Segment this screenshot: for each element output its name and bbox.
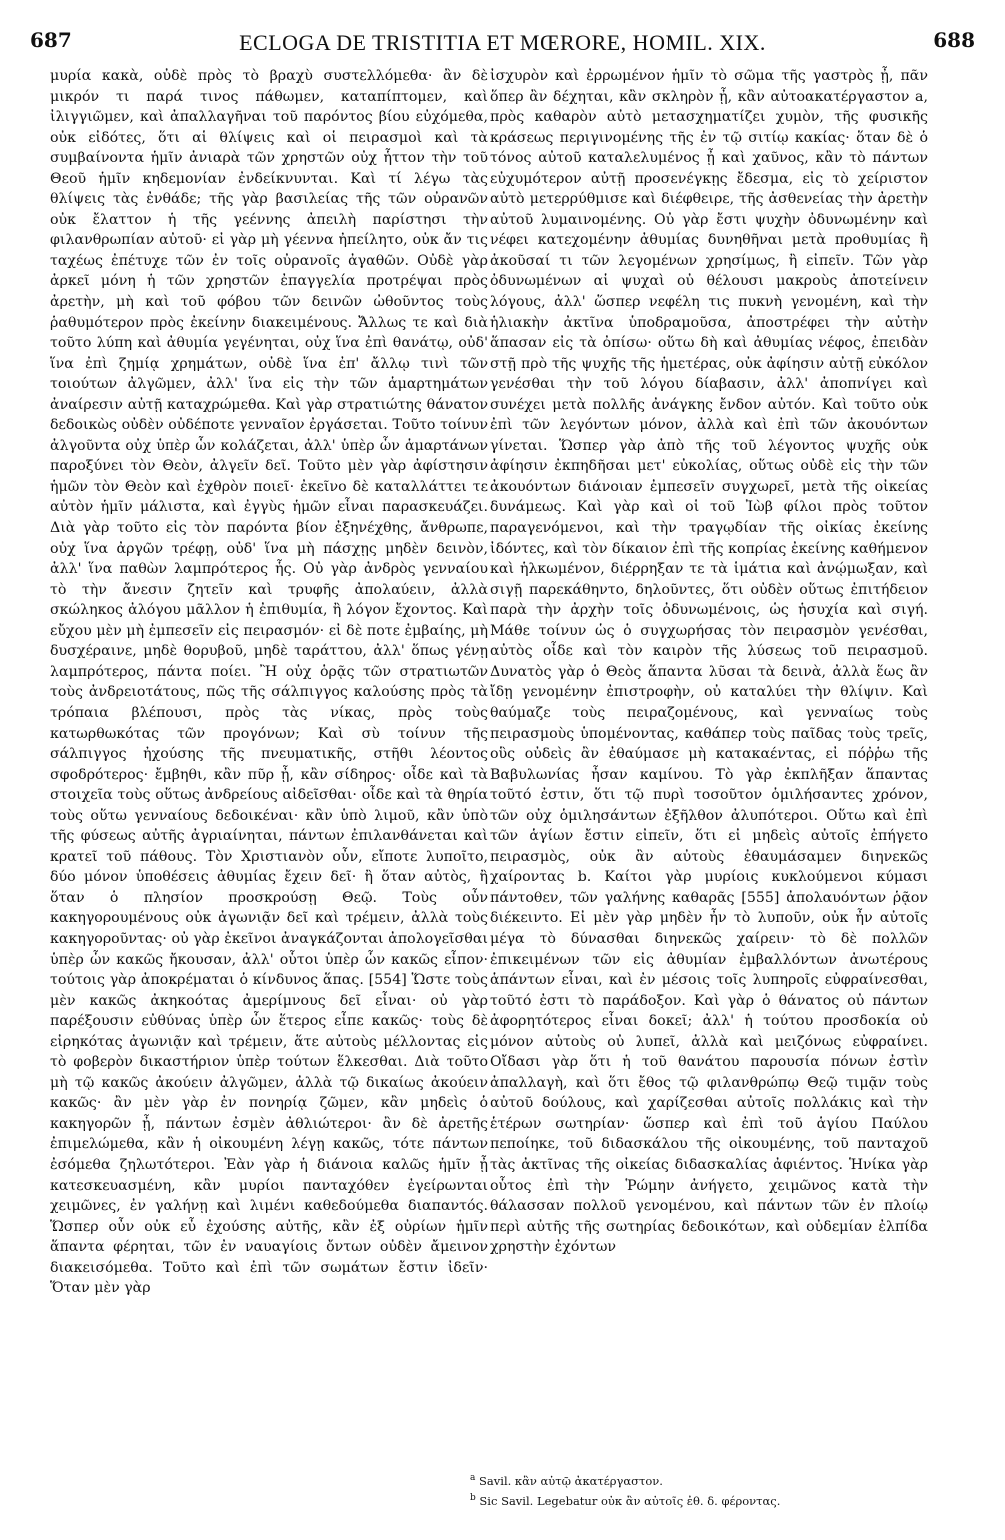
footnote-text: Savil. κἂν αὐτῷ ἀκατέργαστον.: [479, 1473, 663, 1488]
footnote-mark: b: [470, 1492, 476, 1503]
right-text-column: [490, 66, 928, 1258]
footnotes: [470, 1470, 930, 1510]
page-number-left: 687: [30, 28, 72, 52]
left-column-text: μυρία κακὰ, οὐδὲ πρὸς τὸ βραχὺ συστελλόμεθα· ἂν δὲ μικρόν τι παρά τινος πάθωμεν, καταπίπτομεν, καὶ ἰλιγγιῶμεν, καὶ ἀπαλλαγῆναι τοῦ παρόντος βίου εὐχόμεθα, οὐκ εἰδότες, ὅτι αἱ θλίψεις καὶ οἱ πειρασμοὶ καὶ τὰ συμβαίνοντα ἡμῖν ἀνιαρὰ τῶν χρηστῶν οὐχ ἧττον τὴν τοῦ Θεοῦ ἡμῖν κηδεμονίαν ἐνδείκνυνται. Καὶ τί λέγω τὰς θλίψεις τὰς ἐνθάδε; τῆς γὰρ βασιλείας τῆς τῶν οὐρανῶν οὐκ ἔλαττον ἡ τῆς γεέννης ἀπειλὴ παρίστησι τὴν φιλανθρωπίαν αὐτοῦ· εἰ γὰρ μὴ γέεννα ἠπείλητο, οὐκ ἄν τις ταχέως ἐπέτυχε τῶν ἐν τοῖς οὐρανοῖς ἀγαθῶν. Οὐδὲ γὰρ ἀρκεῖ μόνη ἡ τῶν χρηστῶν ἐπαγγελία προτρέψαι πρὸς ἀρετὴν, μὴ καὶ τοῦ φόβου τῶν δεινῶν ὠθοῦντος τοὺς ῥαθυμότερον πρὸς ἐκείνην διακειμένους. Ἄλλως τε καὶ διὰ τοῦτο λύπη καὶ ἀθυμία γεγένηται, οὐχ ἵνα ἐπὶ θανάτῳ, οὐδ' ἵνα ἐπὶ ζημίᾳ χρημάτων, οὐδὲ ἵνα ἐπ' ἄλλῳ τινὶ τῶν τοιούτων ἀλγῶμεν, ἀλλ' ἵνα εἰς τὴν τῶν ἁμαρτημάτων ἀναίρεσιν αὐτῇ καταχρώμεθα. Καὶ γὰρ στρατιώτης θάνατον δεδοικὼς οὐδὲν οὐδέποτε γενναῖον ἐργάσεται. Τοῦτο τοίνυν ἀλγοῦντα οὐχ ὑπὲρ ὧν κολάζεται, ἀλλ' ὑπὲρ ὧν ἁμαρτάνων παροξύνει τὸν Θεὸν, ἀλγεῖν δεῖ. Τοῦτο μὲν γὰρ ἀφίστησιν ἡμῶν τὸν Θεὸν καὶ ἐχθρὸν ποιεῖ· ἐκεῖνο δὲ καταλλάττει τε αὐτὸν ἡμῖν μάλιστα, καὶ ἐγγὺς ἡμῶν εἶναι παρασκευάζει. Διὰ γὰρ τοῦτο εἰς τὸν παρόντα βίον ἐξηνέχθης, ἄνθρωπε, οὐχ ἵνα ἀργῶν τρέφῃ, οὐδ' ἵνα μὴ πάσχῃς μηδὲν δεινὸν, ἀλλ' ἵνα παθὼν λαμπρότερος ἧς. Οὐ γὰρ ἀνδρὸς γενναίου τὸ τὴν ἄνεσιν ζητεῖν καὶ τρυφῆς ἀπολαύειν, ἀλλὰ σκώληκος ἀλόγου μᾶλλον ἡ ἐπιθυμία, ἢ λόγον ἔχοντος. Καὶ εὔχου μὲν μὴ ἐμπεσεῖν εἰς πειρασμόν· εἰ δὲ ποτε ἐμβαίης, μὴ δυσχέραινε, μηδὲ θορυβοῦ, μηδὲ ταράττου, ἀλλ' ὅπως γένῃ λαμπρότερος, πάντα ποίει. Ἢ οὐχ ὁρᾷς τῶν στρατιωτῶν τοὺς ἀνδρειοτάτους, πῶς τῆς σάλπιγγος καλούσης πρὸς τὰ τρόπαια βλέπουσι, πρὸς τὰς νίκας, πρὸς τοὺς κατωρθωκότας τῶν προγόνων; Καὶ σὺ τοίνυν τῆς σάλπιγγος ἠχούσης τῆς πνευματικῆς, στῆθι λέοντος σφοδρότερος· ἔμβηθι, κἂν πῦρ ᾖ, κἂν σίδηρος· οἶδε καὶ τὰ στοιχεῖα τοὺς οὕτως ἀνδρείους αἰδεῖσθαι· οἶδε καὶ τὰ θηρία τοὺς οὕτω γενναίους δεδοικέναι· κἂν ὑπὸ λιμοῦ, κἂν ὑπὸ τῆς φύσεως αὐτῆς ἀγριαίνηται, πάντων ἐπιλανθάνεται καὶ κρατεῖ τοῦ πάθους. Τὸν Χριστιανὸν οὖν, εἴποτε λυποῖτο, δύο μόνον ὑποθέσεις ἀθυμίας ἔχειν δεῖ· ἢ ὅταν αὐτὸς, ἢ ὅταν ὁ πλησίον προσκρούσῃ Θεῷ. Τοὺς οὖν κακηγορουμένους οὐκ ἀγωνιᾷν δεῖ καὶ τρέμειν, ἀλλὰ τοὺς κακηγοροῦντας· οὐ γὰρ ἐκεῖνοι ἀναγκάζονται ἀπολογεῖσθαι ὑπὲρ ὧν κακῶς ἤκουσαν, ἀλλ' οὗτοι ὑπὲρ ὧν κακῶς εἶπον· τούτοις γὰρ ἀποκρέμαται ὁ κίνδυνος ἅπας. [554] Ὥστε τοὺς μὲν κακῶς ἀκηκοότας ἀμερίμνους δεῖ εἶναι· οὐ γὰρ παρέξουσιν εὐθύνας ὑπὲρ ὧν ἕτερος εἶπε κακῶς· τοὺς δὲ εἰρηκότας ἀγωνιᾷν καὶ τρέμειν, ἅτε αὐτοὺς μέλλοντας εἰς τὸ φοβερὸν δικαστήριον ὑπὲρ τούτων ἕλκεσθαι. Διὰ τοῦτο μὴ τῷ κακῶς ἀκούειν ἀλγῶμεν, ἀλλὰ τῷ δικαίως ἀκούειν κακῶς· ἂν μὲν γὰρ ἐν πονηρίᾳ ζῶμεν, κἂν μηδεὶς ὁ κακηγορῶν ᾖ, πάντων ἐσμὲν ἀθλιώτεροι· ἂν δὲ ἀρετῆς ἐπιμελώμεθα, κἂν ἡ οἰκουμένη λέγῃ κακῶς, τότε πάντων ἐσόμεθα ζηλωτότεροι. Ἐὰν γὰρ ἡ διάνοια καλῶς ἡμῖν ᾖ κατεσκευασμένη, κἂν μυρίοι πανταχόθεν ἐγείρωνται χειμῶνες, ἐν γαλήνῃ καὶ λιμένι καθεδούμεθα διαπαντός. Ὥσπερ οὖν οὐκ εὖ ἐχούσης αὐτῆς, κἂν ἐξ οὐρίων ἡμῖν ἅπαντα φέρηται, τῶν ἐν ναυαγίοις ὄντων οὐδὲν ἄμεινον διακεισόμεθα. Τοῦτο καὶ ἐπὶ τῶν σωμάτων ἔστιν ἰδεῖν· Ὅταν μὲν γὰρ: [50, 68, 488, 1297]
footnote-a: [470, 1470, 930, 1490]
footnote-mark: a: [470, 1473, 476, 1483]
footnote-b: [470, 1490, 930, 1510]
footnote-text: Sic Savil. Legebatur οὐκ ἂν αὐτοῖς ἐθ. δ. φέροντας.: [479, 1493, 781, 1508]
running-header: [30, 28, 975, 58]
running-title: ECLOGA DE TRISTITIA ET MŒRORE, HOMIL. XIX.: [239, 30, 766, 55]
page-number-right: 688: [933, 28, 975, 52]
right-column-text: ἰσχυρὸν καὶ ἐρρωμένον ἡμῖν τὸ σῶμα τῆς γαστρὸς ᾖ, πᾶν ὅπερ ἂν δέχηται, κἂν σκληρὸν ᾖ, κἂν αὐτοακατέργαστον a, πρὸς καθαρὸν αὐτὸ μετασχηματίζει χυμὸν, τῆς φυσικῆς κράσεως περιγινομένης τῆς ἐν τῷ σιτίῳ κακίας· ὅταν δὲ ὁ τόνος αὐτοῦ καταλελυμένος ᾖ καὶ χαῦνος, κἂν τὸ πάντων εὐχυμότερον αὐτῇ προσενέγκῃς ἔδεσμα, εἰς τὸ χείριστον αὐτὸ μετερρύθμισε καὶ διέφθειρε, τῆς ἀσθενείας τὴν ἀρετὴν αὐτοῦ λυμαινομένης. Οὐ γὰρ ἔστι ψυχὴν ὀδυνωμένην καὶ νέφει κατεχομένην ἀθυμίας δυνηθῆναι μετὰ προθυμίας ἢ ἀκοῦσαί τι τῶν λεγομένων χρησίμως, ἢ εἰπεῖν. Τῶν γὰρ ὀδυνωμένων αἱ ψυχαὶ οὐ θέλουσι μακροὺς ἀποτείνειν λόγους, ἀλλ' ὥσπερ νεφέλη τις πυκνὴ γενομένη, καὶ τὴν ἡλιακὴν ἀκτῖνα ὑποδραμοῦσα, ἀποστρέφει τὴν αὐτὴν ἅπασαν εἰς τὰ ὀπίσω· οὕτω δὴ καὶ ἀθυμίας νέφος, ἐπειδὰν στῇ πρὸ τῆς ψυχῆς τῆς ἡμετέρας, οὐκ ἀφίησιν αὐτῇ εὐκόλον γενέσθαι τὴν τοῦ λόγου δίαβασιν, ἀλλ' ἀποπνίγει καὶ συνέχει μετὰ πολλῆς ἀνάγκης ἔνδον αὐτόν. Καὶ τοῦτο οὐκ ἐπὶ τῶν λεγόντων μόνον, ἀλλὰ καὶ ἐπὶ τῶν ἀκουόντων γίνεται. Ὥσπερ γὰρ ἀπὸ τῆς τοῦ λέγοντος ψυχῆς οὐκ ἀφίησιν ἐκπηδῆσαι μετ' εὐκολίας, οὕτως οὐδὲ εἰς τὴν τῶν ἀκουόντων διάνοιαν ἐμπεσεῖν συγχωρεῖ, μετὰ τῆς οἰκείας δυνάμεως. Καὶ γὰρ καὶ οἱ τοῦ Ἰὼβ φίλοι πρὸς τοῦτον παραγενόμενοι, καὶ τὴν τραγῳδίαν τῆς οἰκίας ἐκείνης ἰδόντες, καὶ τὸν δίκαιον ἐπὶ τῆς κοπρίας ἐκείνης καθήμενον καὶ ἡλκωμένον, διέρρηξαν τε τὰ ἱμάτια καὶ ἀνῴμωξαν, καὶ σιγῇ παρεκάθηντο, δηλοῦντες, ὅτι οὐδὲν οὕτως ἐπιτήδειον παρὰ τὴν ἀρχὴν τοῖς ὀδυνωμένοις, ὡς ἡσυχία καὶ σιγή. Μάθε τοίνυν ὡς ὁ συγχωρήσας τὸν πειρασμὸν γενέσθαι, αὐτὸς οἶδε καὶ τὸν καιρὸν τῆς λύσεως τοῦ πειρασμοῦ. Δυνατὸς γὰρ ὁ Θεὸς ἅπαντα λῦσαι τὰ δεινὰ, ἀλλὰ ἕως ἂν ἴδῃ γενομένην ἐπιστροφὴν, οὐ καταλύει τὴν θλίψιν. Καὶ θαύμαζε τοὺς πειραζομένους, καὶ γενναίως τοὺς πειρασμοὺς ὑπομένοντας, καθάπερ τοὺς παῖδας τοὺς τρεῖς, οὓς οὐδεὶς ἂν ἐθαύμασε μὴ κατακαέντας, εἰ πόῤῥω τῆς Βαβυλωνίας ἦσαν καμίνου. Τὸ γὰρ ἐκπλῆξαν ἅπαντας τοῦτό ἐστιν, ὅτι τῷ πυρὶ τοσοῦτον ὁμιλήσαντες χρόνον, τῶν οὐχ ὁμιλησάντων ἐξῆλθον ἀλυπότεροι. Οὕτω καὶ ἐπὶ τῶν ἁγίων ἔστιν εἰπεῖν, ὅτι εἰ μηδεὶς αὐτοῖς ἐπήγετο πειρασμὸς, οὐκ ἂν αὐτοὺς ἐθαυμάσαμεν διηνεκῶς χαίροντας b. Καίτοι γὰρ μυρίοις κυκλούμενοι κύμασι πάντοθεν, τῶν γαλήνης καθαρᾶς [555] ἀπολαυόντων ῥᾷον διέκειντο. Εἰ μὲν γὰρ μηδὲν ἦν τὸ λυποῦν, οὐκ ἦν αὐτοῖς μέγα τὸ δύνασθαι διηνεκῶς χαίρειν· τὸ δὲ πολλῶν ἐπικειμένων τῶν εἰς ἀθυμίαν ἐμβαλλόντων ἀνωτέρους ἁπάντων εἶναι, καὶ ἐν μέσοις τοῖς λυπηροῖς εὐφραίνεσθαι, τοῦτό ἐστι τὸ παράδοξον. Καὶ γὰρ ὁ θάνατος οὐ πάντων ἀφορητότερος εἶναι δοκεῖ; ἀλλ' ἡ τούτου προσδοκία οὐ μόνον αὐτοὺς οὐ λυπεῖ, ἀλλὰ καὶ μειζόνως εὐφραίνει. Οἴδασι γὰρ ὅτι ἡ τοῦ θανάτου παρουσία πόνων ἐστὶν ἀπαλλαγὴ, καὶ ὅτι ἔθος τῷ φιλανθρώπῳ Θεῷ τιμᾷν τοὺς αὐτοῦ δούλους, καὶ χαρίζεσθαι αὐτοῖς πολλάκις καὶ τὴν ἑτέρων σωτηρίαν· ὥσπερ καὶ ἐπὶ τοῦ ἁγίου Παύλου πεποίηκε, τοῦ διδασκάλου τῆς οἰκουμένης, τοῦ πανταχοῦ τὰς ἀκτῖνας τῆς οἰκείας διδασκαλίας ἀφιέντος. Ἡνίκα γὰρ οὗτος ἐπὶ τὴν Ῥώμην ἀνήγετο, χειμῶνος κατὰ τὴν θάλασσαν πολλοῦ γενομένου, καὶ πάντων τῶν ἐν πλοίῳ περὶ αὐτῆς τῆς σωτηρίας δεδοικότων, καὶ οὐδεμίαν ἐλπίδα χρηστὴν ἐχόντων: [490, 68, 928, 1256]
left-text-column: [50, 66, 488, 1299]
